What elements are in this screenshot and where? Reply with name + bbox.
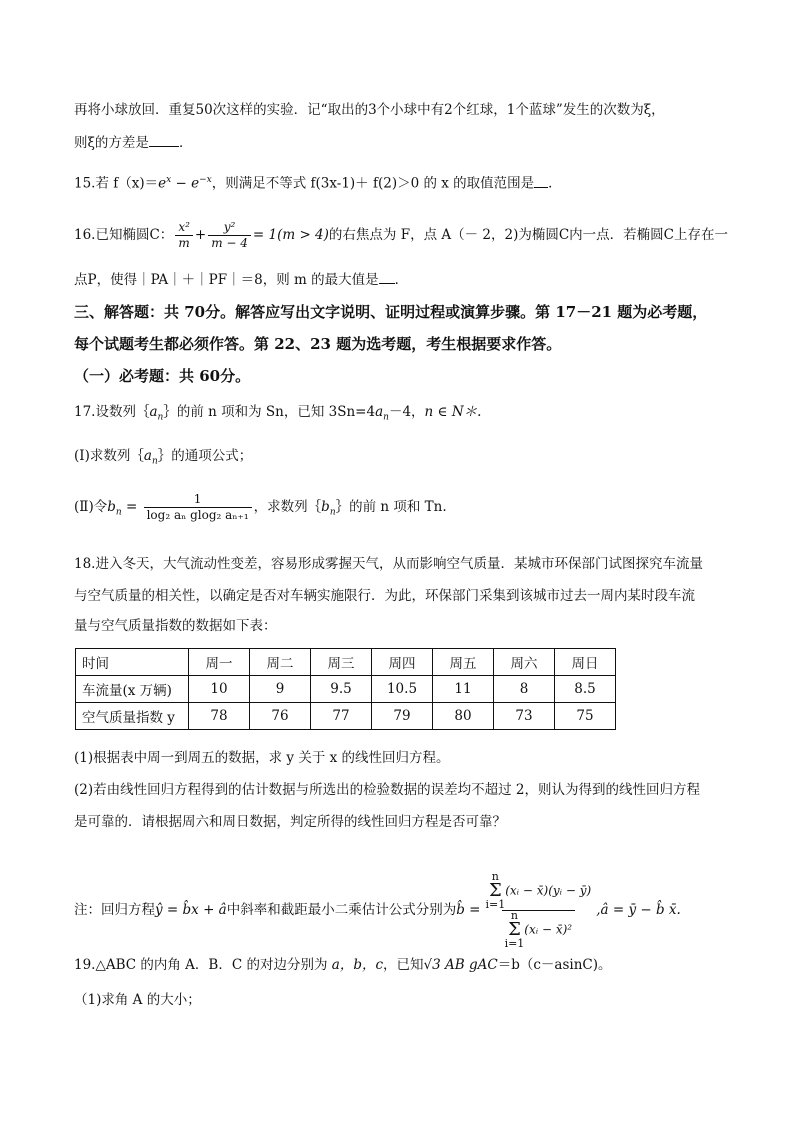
text: (1)根据表中周一到周五的数据，求 y 关于 x 的线性回归方程。 [74, 750, 450, 766]
text: 16.已知椭圆C： [74, 227, 174, 243]
section-3-heading-cont [74, 334, 561, 354]
math: = 1(m > 4) [252, 227, 329, 243]
math: − e [171, 175, 200, 192]
math: e [158, 175, 167, 192]
problem-18-part2 [74, 780, 700, 800]
text: ｝的前 n 项和 Tn. [335, 499, 447, 515]
text: （一）必考题：共 60分。 [74, 367, 251, 385]
table-cell: 9 [250, 676, 311, 703]
text: 量与空气质量指数的数据如下表： [74, 618, 277, 634]
problem-19-part1 [74, 990, 201, 1010]
math: n [491, 870, 499, 883]
math: Σ [508, 919, 521, 940]
table-cell: 80 [433, 703, 494, 730]
table-cell: 9.5 [311, 676, 372, 703]
table-header-cell: 周三 [311, 649, 372, 676]
text: ，则满足不等式 f(3x-1)＋ f(2)＞0 的 x 的取值范围是 [211, 175, 535, 192]
text: ｝的前 n 项和为 Sn，已知 3Sn=4 [163, 404, 376, 420]
problem-16: 16.已知椭圆C： $\frac{\text{x²}}{m}$ + $\frac{\text{y²}}{m - 4}$ = 1(m > 4)的右焦点为 F，点 A（－ 2，2)为椭圆C内一点．若椭圆C上存在一 [74, 220, 729, 250]
table-cell: 10.5 [372, 676, 433, 703]
math: n [510, 909, 518, 922]
math: ,â = ȳ − b̂ x̄. [596, 902, 681, 918]
text: 每个试题考生都必须作答。第 22、23 题为选考题，考生根据要求作答。 [74, 335, 562, 353]
fraction [482, 872, 594, 949]
math: a [149, 404, 158, 420]
math: a，b，c [331, 957, 384, 973]
text: (2)若由线性回归方程得到的估计数据与所选出的检验数据的误差均不超过 2，则认为得到的线性回归方程 [74, 782, 701, 798]
fraction-numerator [482, 872, 594, 910]
regression-note [74, 872, 681, 949]
math: y² [223, 220, 236, 234]
math: b̂ = [456, 902, 481, 918]
text: ，已知 [383, 957, 424, 973]
text: ，求数列｛ [253, 499, 322, 515]
table-cell: 75 [555, 703, 616, 730]
sum-sign [485, 872, 505, 910]
text: 18.进入冬天，大气流动性变差，容易形成雾握天气，从而影响空气质量．某城市环保部门试图探究车流量 [74, 556, 703, 572]
table-cell: 77 [311, 703, 372, 730]
problem-17-part2 [74, 492, 447, 523]
table-header-cell: 周五 [433, 649, 494, 676]
math: b [321, 499, 330, 515]
problem-14-continued [74, 100, 665, 120]
text: 19.△ABC 的内角 A．B．C 的对边分别为 [74, 957, 328, 973]
math: (xᵢ − x̄)² [524, 922, 573, 937]
problem-18-part1 [74, 748, 450, 768]
text: 是可靠的．请根据周六和周日数据，判定所得的线性回归方程是否可靠？ [74, 814, 506, 830]
table-row-label: 车流量(x 万辆) [76, 676, 189, 703]
text: 中斜率和截距最小二乘估计公式分别为 [226, 902, 457, 918]
math: ŷ = b̂x + â [155, 902, 227, 918]
table-header-cell: 时间 [76, 649, 189, 676]
table-cell: 10 [189, 676, 250, 703]
problem-18-part2-cont [74, 812, 506, 832]
table-cell: 11 [433, 676, 494, 703]
text: 17.设数列｛ [74, 404, 150, 420]
math: n [383, 412, 389, 423]
text: n ∈ N＊. [424, 404, 482, 420]
text: 点P，使得｜PA｜＋｜PF｜＝8，则 m 的最大值是 [74, 272, 379, 288]
table-cell: 76 [250, 703, 311, 730]
math: n [329, 507, 336, 518]
math: 1 [193, 492, 202, 506]
answer-blank [149, 134, 179, 147]
problem-18 [74, 554, 703, 574]
problem-18-cont2 [74, 616, 277, 636]
table-cell: 8.5 [555, 676, 616, 703]
math: a [143, 448, 152, 464]
text: －4， [388, 404, 425, 420]
math: √3 AB gAC [423, 957, 498, 973]
table-header-cell: 周日 [555, 649, 616, 676]
text: （1)求角 A 的大小； [74, 992, 201, 1008]
text: 再将小球放回．重复50次这样的实验．记“取出的3个小球中有2个红球，1个蓝球”发生的次数为ξ， [74, 102, 665, 118]
table-cell: 79 [372, 703, 433, 730]
math: i=1 [504, 937, 525, 950]
table-row-label: 空气质量指数 y [76, 703, 189, 730]
text: (Ⅰ)求数列｛ [74, 448, 144, 464]
text: ． [178, 135, 193, 151]
problem-17 [74, 402, 481, 428]
text: ｝的通项公式； [157, 448, 253, 464]
table-row [76, 703, 616, 730]
table-cell: 8 [494, 676, 555, 703]
math: b [107, 499, 116, 515]
answer-blank [379, 271, 395, 284]
math: Σ [488, 880, 502, 901]
math: a [375, 404, 384, 420]
math: n [157, 412, 164, 423]
table-header-cell: 周四 [372, 649, 433, 676]
text: 三、解答题：共 70分。解答应写出文字说明、证明过程或演算步骤。第 17－21 题为必考题， [74, 303, 708, 321]
problem-14-question [74, 133, 192, 153]
table-row [76, 676, 616, 703]
data-table [75, 648, 616, 730]
text: ＝b（c－asinC)。 [497, 957, 612, 973]
math: (xᵢ − x̄)(yᵢ − ȳ) [505, 883, 592, 898]
problem-17-part1 [74, 446, 252, 472]
fraction [208, 220, 251, 251]
table-header-cell: 周一 [189, 649, 250, 676]
math: n [151, 456, 158, 467]
sum-sign [505, 911, 525, 949]
math: n [115, 507, 122, 518]
table-header-cell: 周六 [494, 649, 555, 676]
math: x² [178, 220, 190, 234]
text: (Ⅱ)令 [74, 499, 108, 515]
table-cell: 73 [494, 703, 555, 730]
subsection-heading [74, 366, 250, 386]
math: m − 4 [208, 235, 251, 251]
table-header-cell: 周二 [250, 649, 311, 676]
answer-blank [534, 175, 548, 188]
problem-15 [74, 170, 562, 194]
math: log₂ aₙ glog₂ aₙ₊₁ [144, 507, 252, 523]
text: ． [548, 175, 562, 192]
text: ． [394, 272, 409, 288]
problem-19 [74, 955, 612, 975]
text: 与空气质量的相关性，以确定是否对车辆实施限行．为此，环保部门采集到该城市过去一周内某时段车流 [74, 588, 695, 604]
table-row [76, 649, 616, 676]
math: = [121, 499, 142, 515]
text: 15.若 f（x)＝ [74, 175, 159, 192]
table-cell: 78 [189, 703, 250, 730]
fraction [144, 492, 252, 523]
math: x [166, 175, 172, 185]
math: −x [199, 175, 212, 185]
math: m [175, 235, 192, 251]
fraction [175, 220, 193, 251]
problem-18-cont [74, 586, 695, 606]
math: i=1 [485, 898, 506, 911]
text: 则ξ的方差是 [74, 135, 149, 151]
section-3-heading [74, 302, 707, 322]
text: 注：回归方程 [74, 902, 155, 918]
text: 的右焦点为 F，点 A（－ 2，2)为椭圆C内一点．若椭圆C上存在一 [328, 227, 729, 243]
problem-16-cont [74, 270, 408, 290]
fraction-denominator [502, 910, 576, 949]
